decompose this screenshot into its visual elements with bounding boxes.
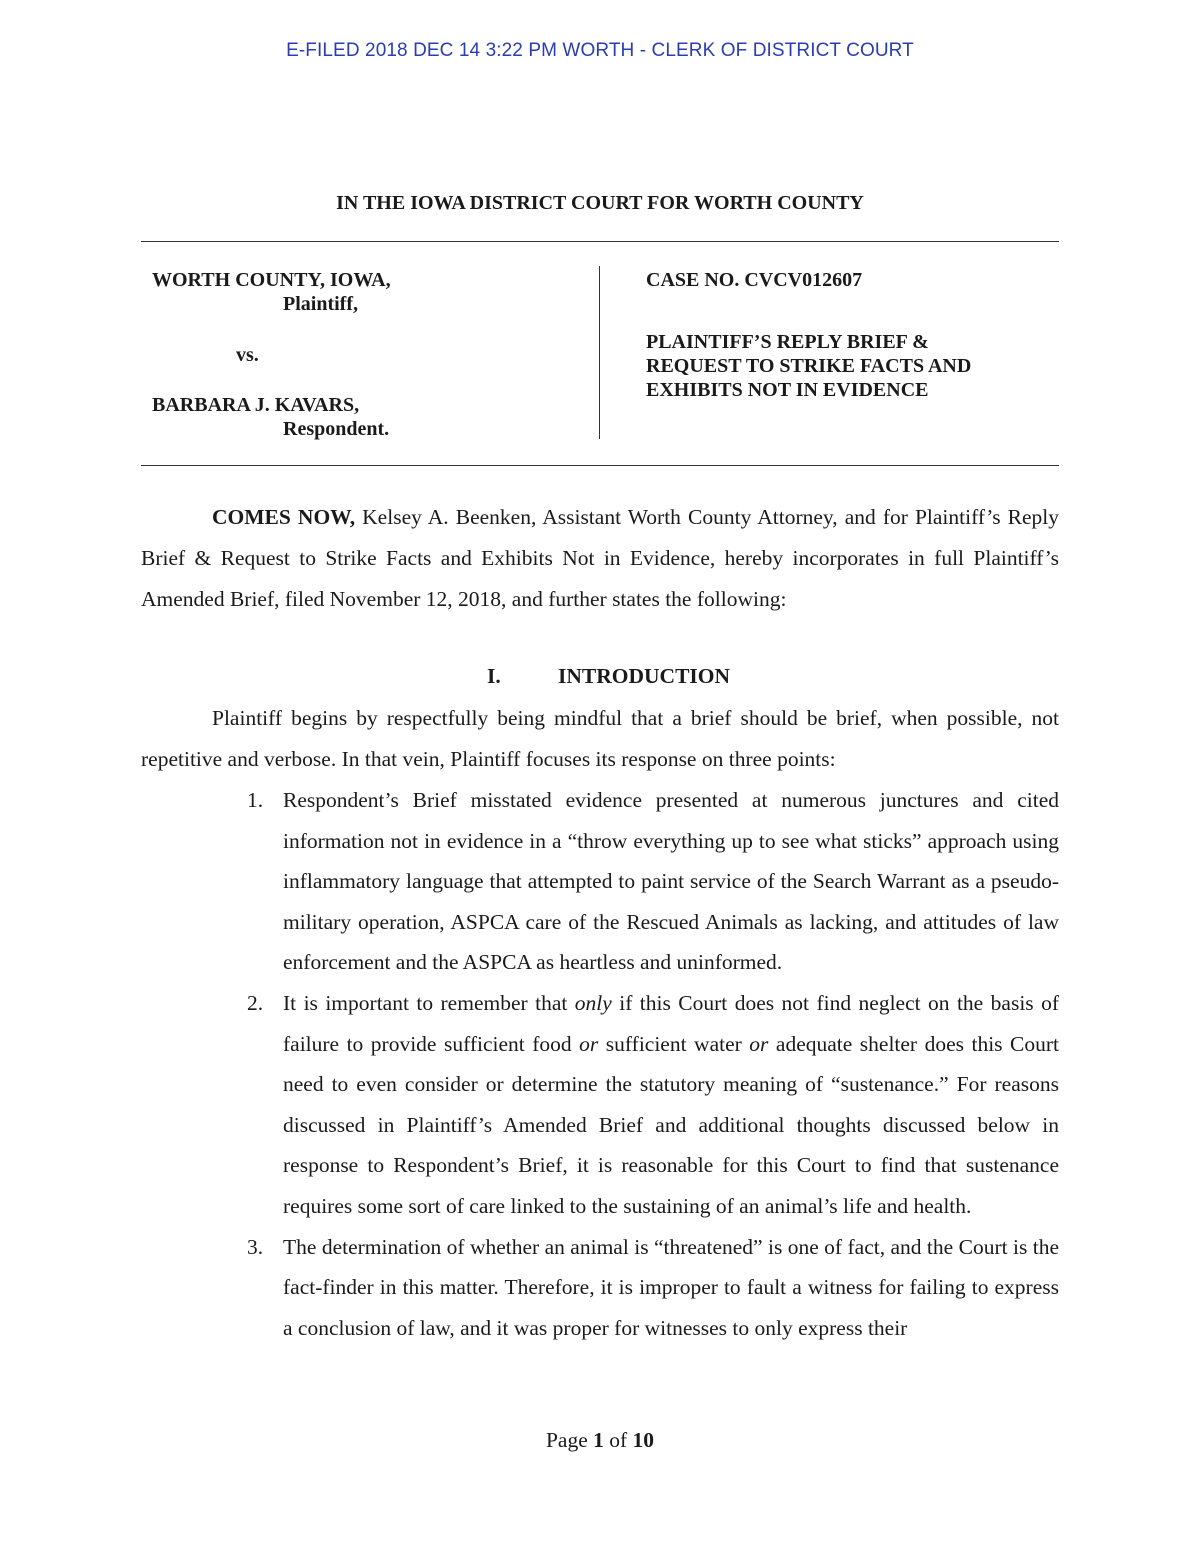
respondent-role: Respondent. xyxy=(283,418,390,440)
court-title: IN THE IOWA DISTRICT COURT FOR WORTH COUNTY xyxy=(336,192,864,214)
caption-bottom-rule xyxy=(141,465,1059,466)
list-item-number: 2. xyxy=(247,990,264,1015)
text-run: if this Court does not find neglect on the basis of failure to provide sufficient food xyxy=(283,990,1060,1056)
emphasis: only xyxy=(574,990,612,1015)
respondent-name: BARBARA J. KAVARS, xyxy=(152,394,360,416)
page-middle: of xyxy=(603,1428,633,1452)
list-item xyxy=(141,780,1059,983)
list-item xyxy=(141,983,1059,1227)
case-number: CASE NO. CVCV012607 xyxy=(646,269,863,291)
section-title: INTRODUCTION xyxy=(558,664,731,688)
opening-paragraph xyxy=(141,497,1059,620)
intro-paragraph: Plaintiff begins by respectfully being mindful that a brief should be brief, when possible, not repetitive and verbose. In that vein, Plaintiff focuses its response on three points: xyxy=(141,706,1059,771)
document-title-line-1: PLAINTIFF’S REPLY BRIEF & xyxy=(646,331,929,353)
document-title-line-3: EXHIBITS NOT IN EVIDENCE xyxy=(646,379,929,401)
plaintiff-name: WORTH COUNTY, IOWA, xyxy=(152,269,391,291)
plaintiff-role: Plaintiff, xyxy=(283,293,358,315)
page-footer xyxy=(0,1428,1200,1453)
section-number: I. xyxy=(487,664,501,688)
text-run: It is important to remember that xyxy=(283,990,575,1015)
emphasis: or xyxy=(749,1031,769,1056)
caption-divider xyxy=(599,266,600,439)
list-item-number: 3. xyxy=(247,1234,264,1259)
caption-top-rule xyxy=(141,241,1059,242)
document-title-line-2: REQUEST TO STRIKE FACTS AND xyxy=(646,355,972,377)
page-current: 1 xyxy=(593,1428,604,1452)
opening-text: Kelsey A. Beenken, Assistant Worth County Attorney, and for Plaintiff’s Reply Brief & Request to Strike Facts and Exhibits Not in Evidence, hereby incorporates in full Plaintiff’s Amended Brief, filed November 12, 2018, and further states the following: xyxy=(141,505,1059,611)
list-item-text xyxy=(283,991,1059,1218)
points-list xyxy=(141,780,1059,1348)
opening-lead: COMES NOW, xyxy=(212,505,356,529)
list-item-number: 1. xyxy=(247,788,264,812)
list-item-text: Respondent’s Brief misstated evidence presented at numerous junctures and cited information not in evidence in a “throw everything up to see what sticks” approach using inflammatory language that attempted to paint service of the Search Warrant as a pseudo-military operation, ASPCA care of the Rescued Animals as lacking, and attitudes of law enforcement and the ASPCA as heartless and uninformed. xyxy=(283,788,1059,975)
text-run: sufficient water xyxy=(598,1031,750,1056)
list-item xyxy=(141,1227,1059,1349)
page-total: 10 xyxy=(632,1428,655,1452)
versus-label: vs. xyxy=(236,344,259,366)
page-prefix: Page xyxy=(545,1428,594,1452)
text-run: adequate shelter does this Court need to even consider or determine the statutory meaning of “sustenance.” For reasons discussed in Plaintiff’s Amended Brief and additional thoughts discussed below in response to Respondent’s Brief, it is reasonable for this Court to find that sustenance requires some sort of care linked to the sustaining of an animal’s life and health. xyxy=(283,1031,1059,1218)
list-item-text: The determination of whether an animal is “threatened” is one of fact, and the Court is the fact-finder in this matter. Therefore, it is improper to fault a witness for failing to express a conclusion of law, and it was proper for witnesses to only express their xyxy=(283,1234,1059,1340)
emphasis: or xyxy=(579,1031,599,1056)
efiled-stamp: E-FILED 2018 DEC 14 3:22 PM WORTH - CLERK OF DISTRICT COURT xyxy=(286,40,914,61)
